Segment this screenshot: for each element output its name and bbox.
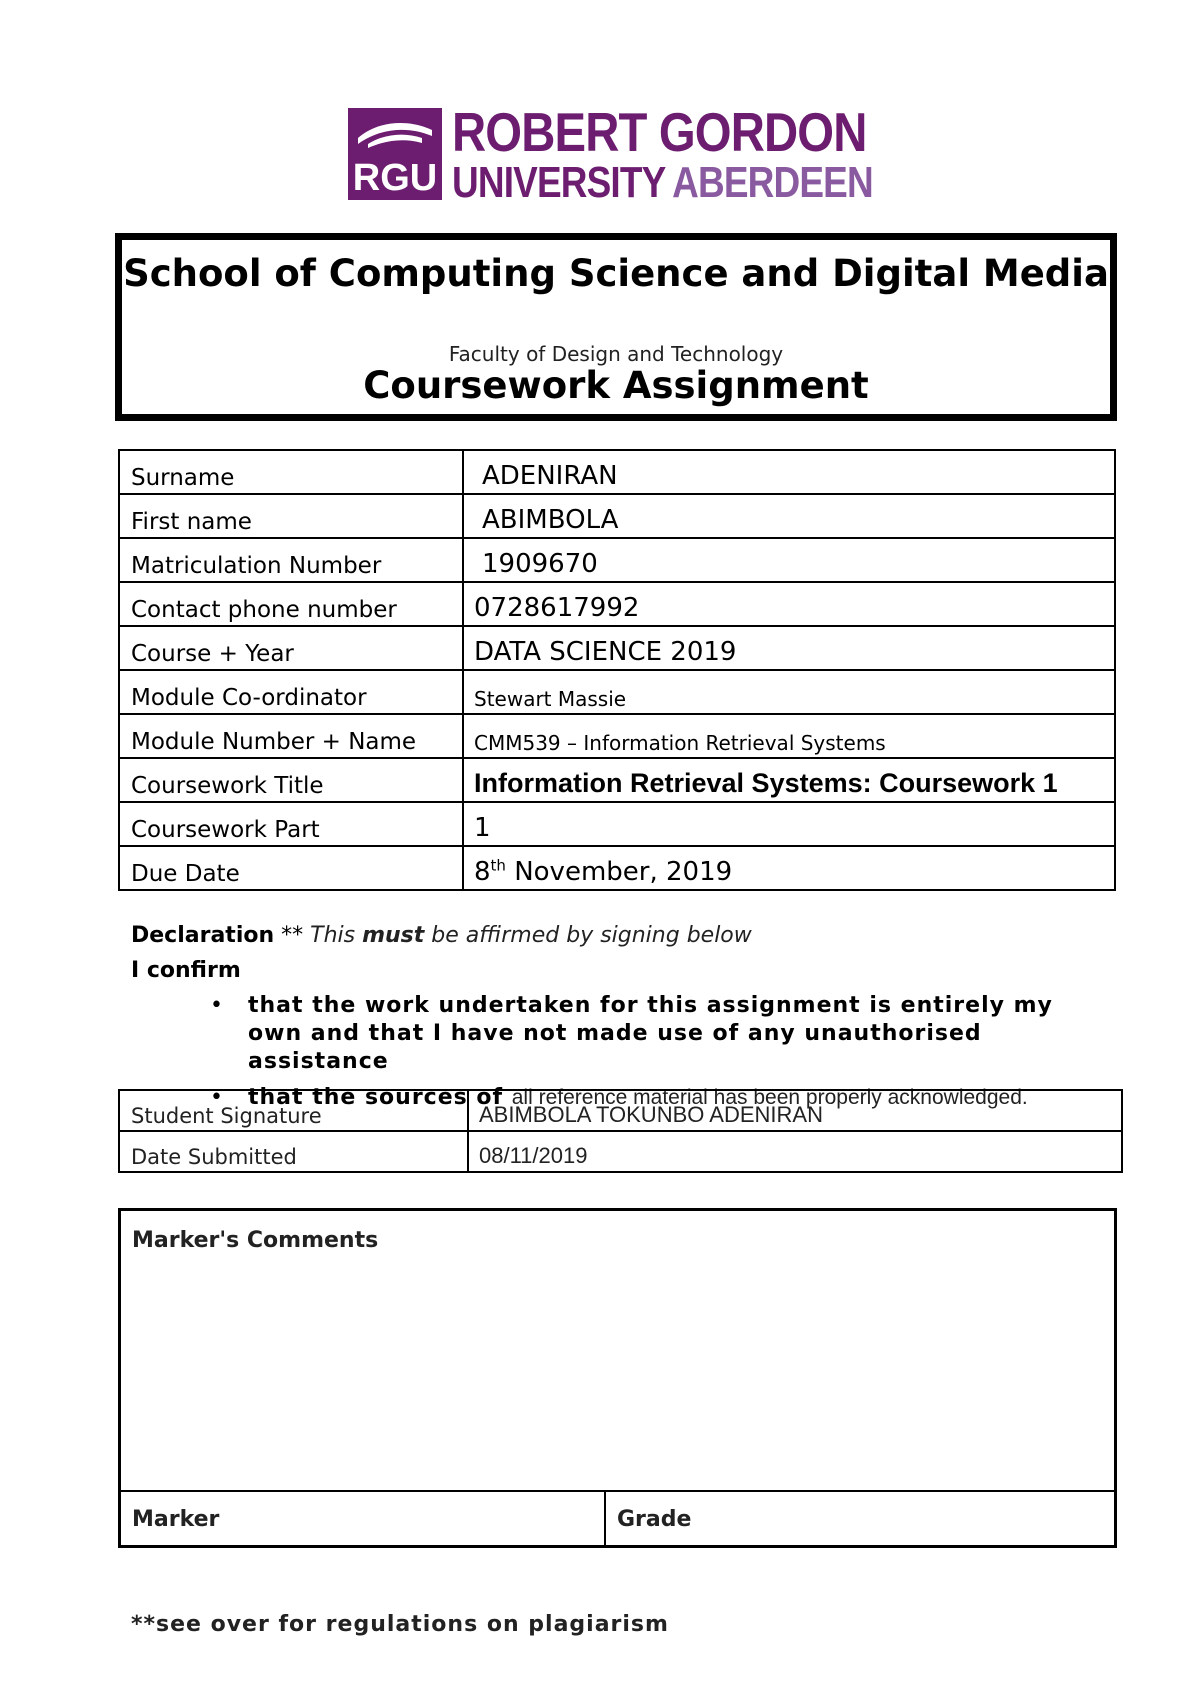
marker-comments-label: Marker's Comments xyxy=(132,1228,379,1253)
table-row xyxy=(119,670,1115,714)
date-submitted-value: 08/11/2019 xyxy=(468,1131,1122,1172)
logo-mark-text: RGU xyxy=(352,157,438,199)
course-year-label: Course + Year xyxy=(119,626,463,670)
surname-label: Surname xyxy=(119,450,463,494)
logo-aberdeen: ABERDEEN xyxy=(672,158,873,207)
declaration-must: must xyxy=(362,923,425,948)
due-date-day: 8 xyxy=(474,857,491,887)
student-details-table xyxy=(118,449,1116,891)
coursework-title-label: Coursework Title xyxy=(119,758,463,802)
coursework-part-label: Coursework Part xyxy=(119,802,463,846)
course-year-value: DATA SCIENCE 2019 xyxy=(463,626,1115,670)
logo-line2 xyxy=(452,158,873,208)
declaration-note xyxy=(310,923,752,948)
table-row xyxy=(119,802,1115,846)
table-row xyxy=(119,626,1115,670)
marker-label: Marker xyxy=(132,1507,220,1532)
school-title: School of Computing Science and Digital Media xyxy=(123,252,1109,295)
list-item xyxy=(210,992,1110,1076)
due-date-value xyxy=(463,846,1115,890)
faculty-name: Faculty of Design and Technology xyxy=(448,342,784,366)
bullet-icon: • xyxy=(210,993,224,1018)
table-row xyxy=(119,450,1115,494)
plagiarism-footnote: **see over for regulations on plagiarism xyxy=(131,1612,669,1637)
bullet-1-text: that the work undertaken for this assignment is entirely my own and that I have not made use of any unauthorised assistance xyxy=(248,993,1053,1074)
first-name-value: ABIMBOLA xyxy=(463,494,1115,538)
bullet-2-text-b: all reference material has been properly acknowledged. xyxy=(511,1086,1028,1109)
confirm-label: I confirm xyxy=(131,958,241,983)
table-row xyxy=(119,714,1115,758)
phone-label: Contact phone number xyxy=(119,582,463,626)
first-name-label: First name xyxy=(119,494,463,538)
table-row xyxy=(119,846,1115,890)
coordinator-value: Stewart Massie xyxy=(463,670,1115,714)
rgu-logo-mark-icon xyxy=(348,108,442,200)
date-submitted-label: Date Submitted xyxy=(119,1131,468,1172)
signature-table xyxy=(118,1089,1123,1173)
divider xyxy=(604,1492,606,1545)
declaration-note-b: be affirmed by signing below xyxy=(424,923,752,948)
table-row xyxy=(119,538,1115,582)
marker-grade-row xyxy=(121,1490,1114,1545)
bullet-icon: • xyxy=(210,1085,224,1110)
matriculation-value: 1909670 xyxy=(463,538,1115,582)
student-signature-value: ABIMBOLA TOKUNBO ADENIRAN xyxy=(468,1090,1122,1131)
due-date-label: Due Date xyxy=(119,846,463,890)
declaration-note-a: This xyxy=(310,923,363,948)
declaration-stars: ** xyxy=(274,923,311,948)
university-logo xyxy=(348,101,873,207)
matriculation-label: Matriculation Number xyxy=(119,538,463,582)
surname-value: ADENIRAN xyxy=(463,450,1115,494)
table-row xyxy=(119,1131,1122,1172)
grade-label: Grade xyxy=(617,1507,692,1532)
phone-value: 0728617992 xyxy=(463,582,1115,626)
table-row xyxy=(119,1090,1122,1131)
module-label: Module Number + Name xyxy=(119,714,463,758)
coursework-part-value: 1 xyxy=(463,802,1115,846)
due-date-rest: November, 2019 xyxy=(505,857,733,887)
document-subtitle: Coursework Assignment xyxy=(363,364,869,407)
table-row xyxy=(119,758,1115,802)
declaration-line xyxy=(131,923,752,948)
coursework-title-value: Information Retrieval Systems: Coursework 1 xyxy=(463,758,1115,802)
student-signature-label: Student Signature xyxy=(119,1090,468,1131)
coordinator-label: Module Co-ordinator xyxy=(119,670,463,714)
marker-box xyxy=(118,1208,1117,1548)
logo-line1: ROBERT GORDON xyxy=(452,101,867,163)
table-row xyxy=(119,582,1115,626)
declaration-label: Declaration xyxy=(131,923,275,948)
header-box xyxy=(115,233,1117,421)
table-row xyxy=(119,494,1115,538)
bullet-2-text-a: that the sources of xyxy=(248,1085,512,1110)
logo-university: UNIVERSITY xyxy=(452,158,666,207)
module-value: CMM539 – Information Retrieval Systems xyxy=(463,714,1115,758)
due-date-suffix: th xyxy=(490,856,506,875)
